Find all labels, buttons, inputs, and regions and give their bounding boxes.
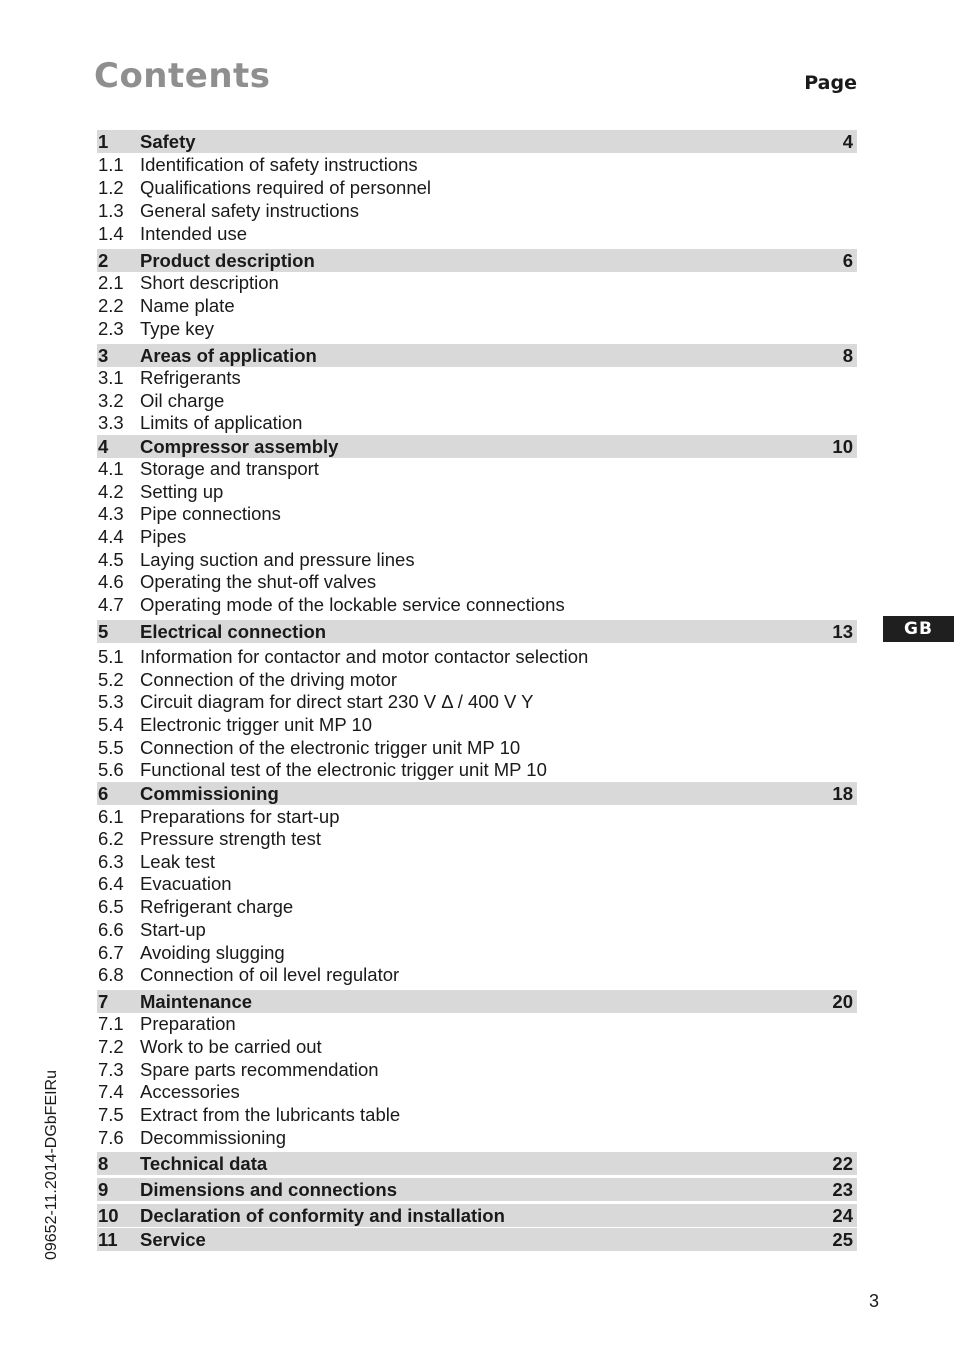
toc-number: 3 (98, 345, 109, 366)
toc-section[interactable] (97, 130, 857, 153)
toc-item[interactable] (97, 941, 857, 964)
toc-title: Connection of oil level regulator (140, 964, 400, 985)
toc-number: 4.1 (98, 458, 124, 479)
toc-number: 5 (98, 621, 109, 642)
toc-page-number: 25 (832, 1229, 853, 1250)
toc-number: 5.6 (98, 759, 124, 780)
page-column-label: Page (804, 72, 857, 94)
toc-item[interactable] (97, 294, 857, 317)
toc-item[interactable] (97, 918, 857, 941)
toc-title: Identification of safety instructions (140, 154, 418, 175)
toc-number: 6.7 (98, 942, 124, 963)
toc-item[interactable] (97, 525, 857, 548)
toc-title: Evacuation (140, 873, 232, 894)
toc-item[interactable] (97, 570, 857, 593)
toc-number: 4.4 (98, 526, 124, 547)
toc-item[interactable] (97, 1012, 857, 1035)
toc-page-number: 18 (832, 783, 853, 804)
toc-page-number: 4 (842, 131, 853, 152)
toc-section[interactable] (97, 782, 857, 805)
toc-title: Electronic trigger unit MP 10 (140, 714, 373, 735)
toc-number: 4.2 (98, 481, 124, 502)
toc-item[interactable] (97, 850, 857, 873)
toc-title: Product description (140, 250, 315, 271)
toc-title: Pipes (140, 526, 187, 547)
toc-number: 4.7 (98, 594, 124, 615)
toc-section[interactable] (97, 1228, 857, 1251)
toc-number: 11 (98, 1229, 118, 1250)
toc-title: Leak test (140, 851, 216, 872)
toc-title: Circuit diagram for direct start 230 V Δ / 400 V Y (140, 691, 534, 712)
toc-section[interactable] (97, 344, 857, 367)
toc-item[interactable] (97, 827, 857, 850)
toc-title: Information for contactor and motor contactor selection (140, 646, 589, 667)
toc-item[interactable] (97, 713, 857, 736)
toc-item[interactable] (97, 548, 857, 571)
toc-page-number: 23 (832, 1179, 853, 1200)
toc-item[interactable] (97, 1103, 857, 1126)
toc-number: 1.1 (98, 154, 124, 175)
toc-title: Electrical connection (140, 621, 327, 642)
toc-page-number: 22 (832, 1153, 853, 1174)
language-tab[interactable]: GB (883, 616, 954, 642)
toc-title: Operating mode of the lockable service connections (140, 594, 565, 615)
toc-title: Short description (140, 272, 279, 293)
page-number: 3 (869, 1291, 880, 1311)
toc-item[interactable] (97, 176, 857, 199)
toc-item[interactable] (97, 872, 857, 895)
toc-title: Refrigerant charge (140, 896, 294, 917)
page-title: Contents (94, 56, 271, 96)
toc-item[interactable] (97, 457, 857, 480)
toc-item[interactable] (97, 1080, 857, 1103)
toc-title: Preparations for start-up (140, 806, 340, 827)
toc-number: 7.5 (98, 1104, 124, 1125)
toc-title: Dimensions and connections (140, 1179, 397, 1200)
toc-number: 7.3 (98, 1059, 124, 1080)
toc-item[interactable] (97, 593, 857, 616)
toc-number: 7.2 (98, 1036, 124, 1057)
toc-title: Operating the shut-off valves (140, 571, 377, 592)
toc-number: 6 (98, 783, 109, 804)
toc-number: 4 (98, 436, 109, 457)
toc-title: Refrigerants (140, 367, 241, 388)
toc-title: Accessories (140, 1081, 240, 1102)
toc-title: Declaration of conformity and installation (140, 1205, 505, 1226)
toc-number: 6.5 (98, 896, 124, 917)
toc-item[interactable] (97, 222, 857, 245)
document-code: 09652-11.2014-DGbFEIRu (43, 1069, 60, 1261)
toc-number: 5.3 (98, 691, 124, 712)
toc-item[interactable] (97, 366, 857, 389)
toc-section[interactable] (97, 990, 857, 1013)
toc-number: 3.1 (98, 367, 124, 388)
toc-item[interactable] (97, 758, 857, 781)
toc-title: Intended use (140, 223, 247, 244)
toc-title: Safety (140, 131, 196, 152)
toc-item[interactable] (97, 480, 857, 503)
toc-title: Maintenance (140, 991, 253, 1012)
toc-item[interactable] (97, 805, 857, 828)
toc-title: Setting up (140, 481, 224, 502)
toc-item[interactable] (97, 502, 857, 525)
toc-number: 4.5 (98, 549, 124, 570)
toc-title: Connection of the electronic trigger unit MP 10 (140, 737, 521, 758)
toc-title: Spare parts recommendation (140, 1059, 379, 1080)
toc-title: Decommissioning (140, 1127, 286, 1148)
toc-number: 1.4 (98, 223, 124, 244)
toc-title: Work to be carried out (140, 1036, 322, 1057)
toc-number: 5.1 (98, 646, 124, 667)
toc-page-number: 6 (842, 250, 853, 271)
toc-title: Compressor assembly (140, 436, 339, 457)
toc-title: Preparation (140, 1013, 236, 1034)
toc-title: Commissioning (140, 783, 279, 804)
toc-page-number: 20 (832, 991, 853, 1012)
toc-title: Name plate (140, 295, 235, 316)
toc-number: 3.3 (98, 412, 124, 433)
toc-item[interactable] (97, 736, 857, 759)
toc-title: Avoiding slugging (140, 942, 285, 963)
toc-number: 8 (98, 1153, 109, 1174)
toc-title: Start-up (140, 919, 206, 940)
toc-number: 6.2 (98, 828, 124, 849)
toc-number: 1.2 (98, 177, 124, 198)
toc-title: Extract from the lubricants table (140, 1104, 401, 1125)
toc-section[interactable] (97, 1178, 857, 1201)
toc-item[interactable] (97, 645, 857, 668)
toc-title: Laying suction and pressure lines (140, 549, 415, 570)
toc-number: 7 (98, 991, 109, 1012)
toc-item[interactable] (97, 271, 857, 294)
toc-number: 2.1 (98, 272, 124, 293)
toc-item[interactable] (97, 389, 857, 412)
toc-item[interactable] (97, 1058, 857, 1081)
toc-title: Pipe connections (140, 503, 281, 524)
toc-item[interactable] (97, 199, 857, 222)
toc-number: 7.6 (98, 1127, 124, 1148)
toc-page-number: 13 (832, 621, 853, 642)
toc-section[interactable] (97, 620, 857, 643)
toc-number: 6.6 (98, 919, 124, 940)
toc-title: Areas of application (140, 345, 317, 366)
toc-number: 5.5 (98, 737, 124, 758)
toc-title: Limits of application (140, 412, 303, 433)
toc-title: Qualifications required of personnel (140, 177, 432, 198)
toc-number: 3.2 (98, 390, 124, 411)
toc-number: 10 (98, 1205, 119, 1226)
toc-title: Pressure strength test (140, 828, 321, 849)
toc-number: 5.2 (98, 669, 124, 690)
toc-number: 6.8 (98, 964, 124, 985)
toc-item[interactable] (97, 963, 857, 986)
toc-page-number: 24 (832, 1205, 853, 1226)
toc-number: 1 (98, 131, 109, 152)
toc-item[interactable] (97, 895, 857, 918)
toc-number: 2 (98, 250, 109, 271)
toc-number: 6.3 (98, 851, 124, 872)
toc-item[interactable] (97, 690, 857, 713)
toc-title: Functional test of the electronic trigger unit MP 10 (140, 759, 547, 780)
toc-number: 9 (98, 1179, 109, 1200)
toc-number: 2.2 (98, 295, 124, 316)
toc-title: Connection of the driving motor (140, 669, 398, 690)
toc-title: Oil charge (140, 390, 225, 411)
toc-title: Type key (140, 318, 215, 339)
toc-title: General safety instructions (140, 200, 360, 221)
toc-number: 4.6 (98, 571, 124, 592)
toc-number: 6.4 (98, 873, 124, 894)
toc-title: Technical data (140, 1153, 268, 1174)
toc-section[interactable] (97, 435, 857, 458)
toc-title: Service (140, 1229, 206, 1250)
toc-section[interactable] (97, 1152, 857, 1175)
toc-number: 7.4 (98, 1081, 124, 1102)
toc-section[interactable] (97, 249, 857, 272)
toc-number: 1.3 (98, 200, 124, 221)
toc-page-number: 10 (832, 436, 853, 457)
toc-section[interactable] (97, 1204, 857, 1227)
toc-item[interactable] (97, 411, 857, 434)
toc-item[interactable] (97, 1126, 857, 1149)
toc-title: Storage and transport (140, 458, 319, 479)
toc-item[interactable] (97, 317, 857, 340)
toc-item[interactable] (97, 1035, 857, 1058)
toc-number: 7.1 (98, 1013, 124, 1034)
toc-number: 6.1 (98, 806, 124, 827)
toc-item[interactable] (97, 668, 857, 691)
toc-item[interactable] (97, 153, 857, 176)
toc-number: 2.3 (98, 318, 124, 339)
toc-number: 5.4 (98, 714, 124, 735)
toc-number: 4.3 (98, 503, 124, 524)
toc-page-number: 8 (842, 345, 853, 366)
